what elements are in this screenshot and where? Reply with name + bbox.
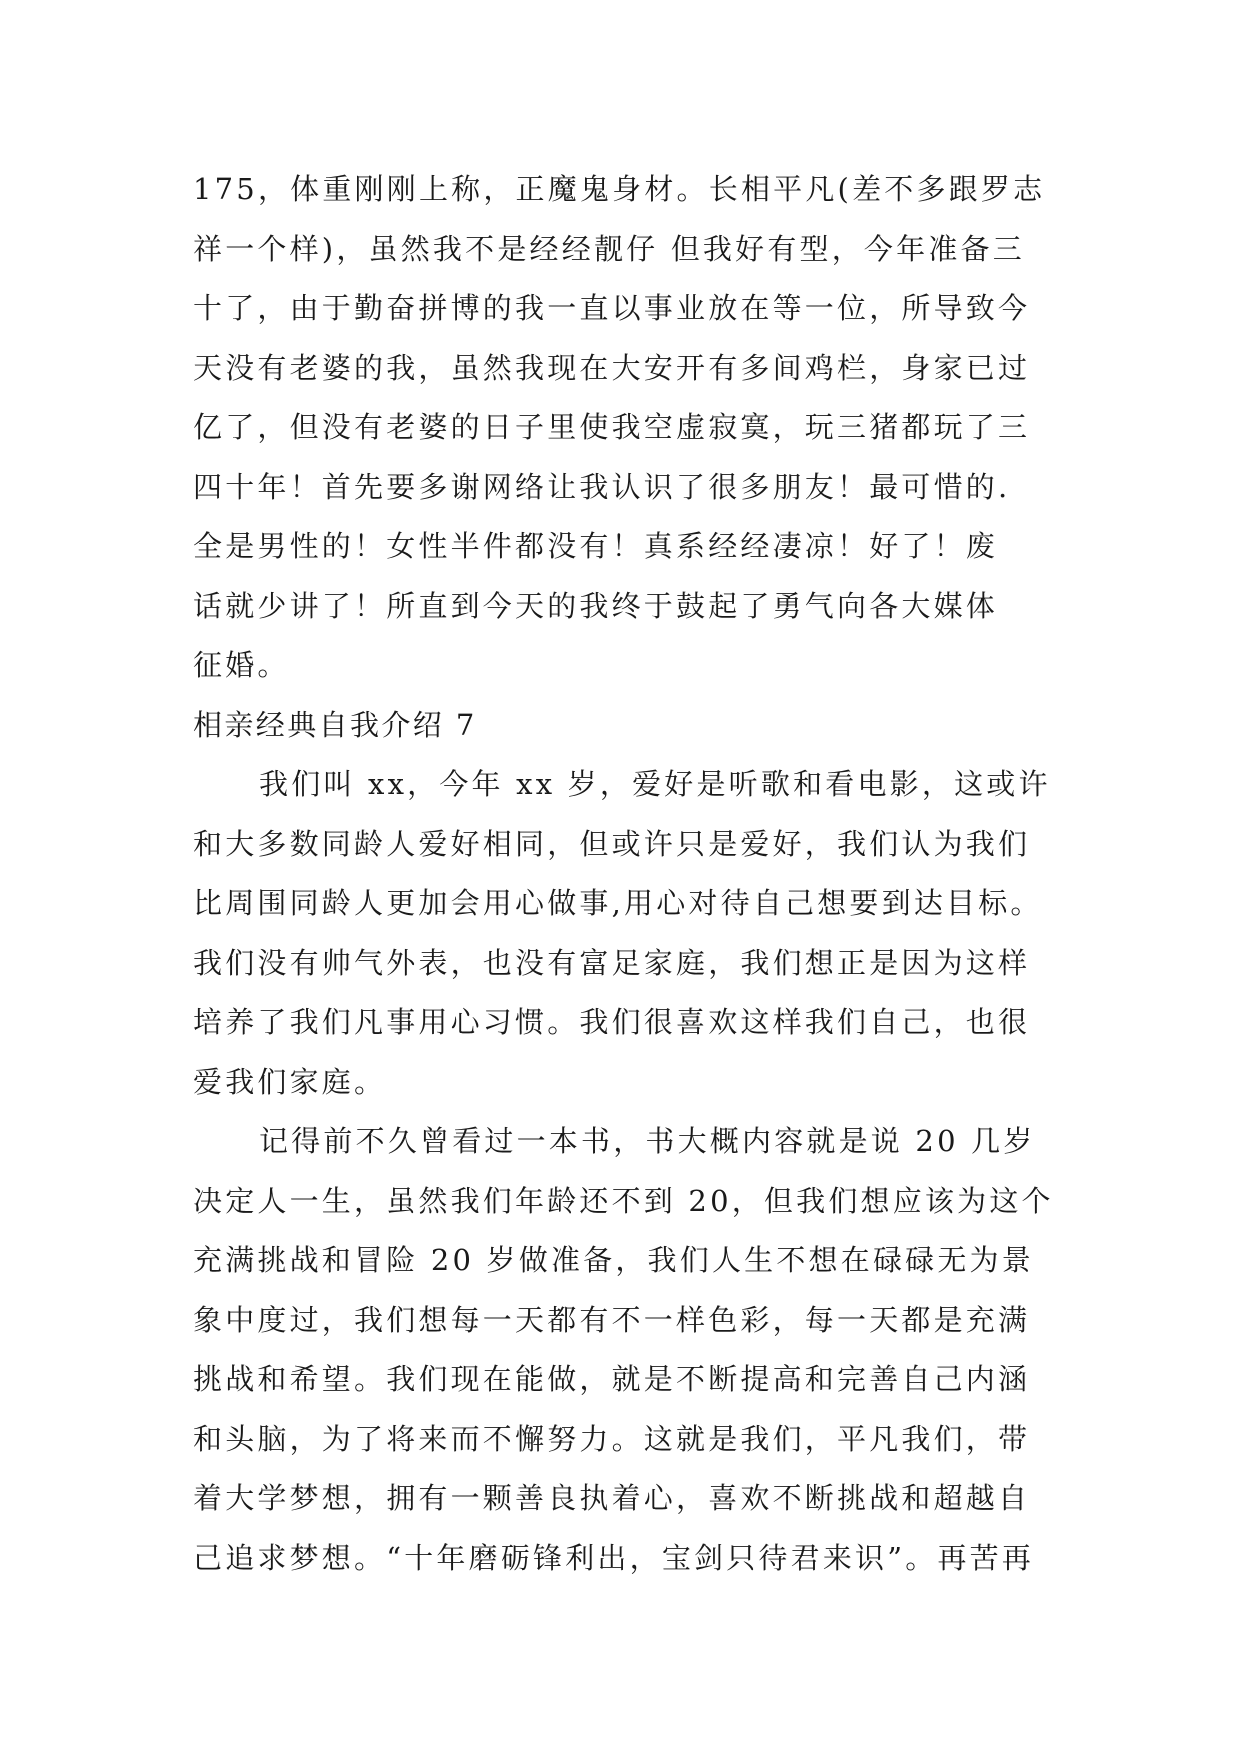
text-line: 十了，由于勤奋拼博的我一直以事业放在等一位，所导致今	[193, 291, 1031, 325]
text-line: 天没有老婆的我，虽然我现在大安开有多间鸡栏，身家已过	[193, 350, 1031, 385]
text-line: 话就少讲了！所直到今天的我终于鼓起了勇气向各大媒体	[193, 588, 999, 623]
text-line: 我们叫 xx，今年 xx 岁，爱好是听歌和看电影，这或许	[259, 767, 1051, 801]
text-line: 和大多数同龄人爱好相同，但或许只是爱好，我们认为我们	[193, 826, 1031, 861]
text-line: 挑战和希望。我们现在能做，就是不断提高和完善自己内涵	[193, 1362, 1031, 1396]
continued-paragraph	[193, 160, 1053, 696]
text-line: 和头脑，为了将来而不懈努力。这就是我们，平凡我们，带	[193, 1421, 1031, 1456]
text-line: 四十年！首先要多谢网络让我认识了很多朋友！最可惜的.	[193, 469, 1011, 504]
document-body	[193, 160, 1053, 1588]
text-line: 全是男性的！女性半件都没有！真系经经凄凉！好了！废	[193, 529, 999, 563]
text-line: 象中度过，我们想每一天都有不一样色彩，每一天都是充满	[193, 1302, 1031, 1337]
text-line: 175，体重刚刚上称，正魔鬼身材。长相平凡(差不多跟罗志	[193, 172, 1046, 206]
text-line: 爱我们家庭。	[193, 1064, 387, 1099]
text-line: 记得前不久曾看过一本书，书大概内容就是说 20 几岁	[259, 1124, 1036, 1158]
text-line: 着大学梦想，拥有一颗善良执着心，喜欢不断挑战和超越自	[193, 1481, 1031, 1515]
text-line: 祥一个样)，虽然我不是经经靓仔 但我好有型，今年准备三	[193, 231, 1025, 266]
text-line: 己追求梦想。“十年磨砺锋利出，宝剑只待君来识”。再苦再	[193, 1540, 1035, 1575]
paragraph-intro	[193, 755, 1053, 1112]
paragraph-dream	[193, 1112, 1053, 1588]
text-line: 决定人一生，虽然我们年龄还不到 20，但我们想应该为这个	[193, 1183, 1054, 1218]
text-line: 培养了我们凡事用心习惯。我们很喜欢这样我们自己，也很	[193, 1005, 1031, 1039]
section-heading: 相亲经典自我介绍 7	[193, 707, 477, 742]
text-line: 亿了，但没有老婆的日子里使我空虚寂寞，玩三猪都玩了三	[193, 410, 1031, 444]
text-line: 充满挑战和冒险 20 岁做准备，我们人生不想在碌碌无为景	[193, 1243, 1034, 1277]
text-line: 征婚。	[193, 648, 290, 682]
text-line: 比周围同龄人更加会用心做事,用心对待自己想要到达目标。	[193, 886, 1043, 920]
text-line: 我们没有帅气外表，也没有富足家庭，我们想正是因为这样	[193, 945, 1031, 980]
